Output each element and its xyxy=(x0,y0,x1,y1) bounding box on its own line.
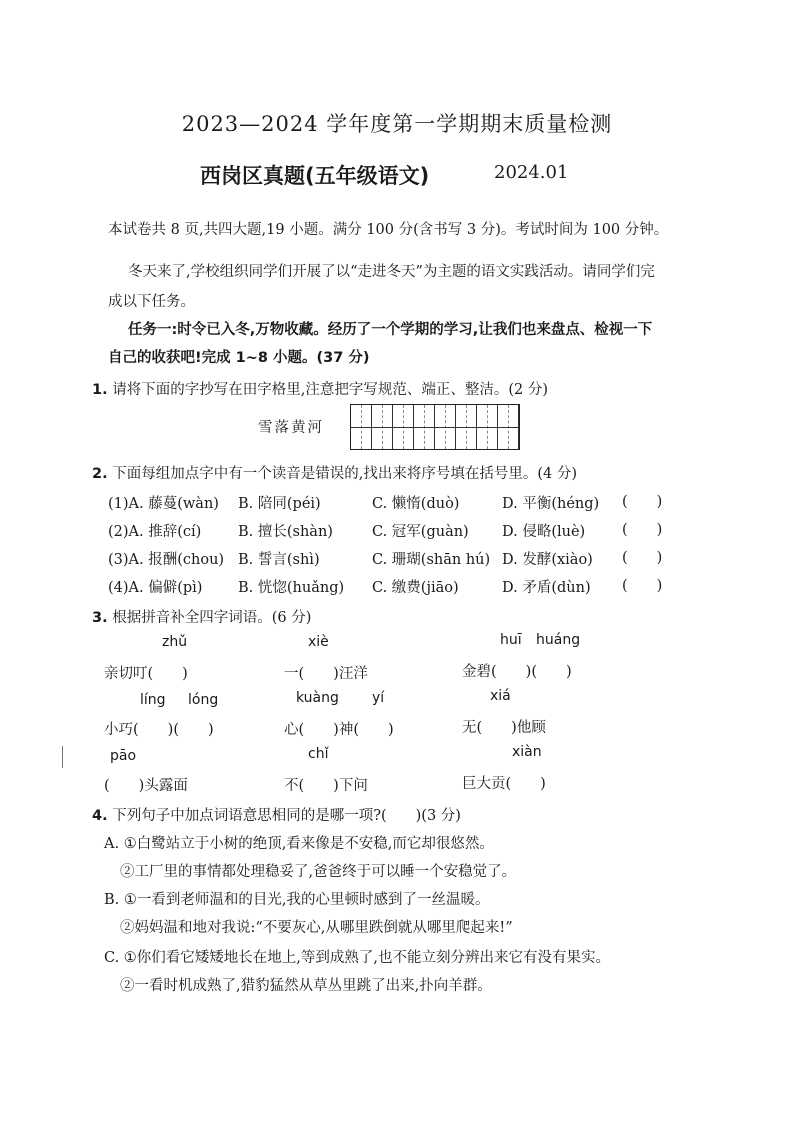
pinyin-hui: huī xyxy=(500,632,522,648)
q2-heading xyxy=(92,462,577,483)
q2-row-3-answer[interactable]: ( ) xyxy=(622,550,663,566)
q4-heading xyxy=(92,804,461,825)
q1-text: 请将下面的字抄写在田字格里,注意把字写规范、端正、整洁。(2 分) xyxy=(112,382,548,398)
word-3-3[interactable]: 巨大贡( ) xyxy=(462,776,546,792)
pinyin-kuang: kuàng xyxy=(296,690,339,706)
q2-number: 2. xyxy=(92,466,108,482)
q3-number: 3. xyxy=(92,610,108,626)
q2-row-4-a: (4)A. 偏僻(pì) xyxy=(108,580,203,596)
q4-text: 下列句子中加点词语意思相同的是哪一项?( )(3 分) xyxy=(112,808,461,824)
q2-row-2-c: C. 冠军(guàn) xyxy=(372,524,469,540)
q2-row-2-answer[interactable]: ( ) xyxy=(622,522,663,538)
pinyin-yi: yí xyxy=(372,690,385,706)
word-3-2[interactable]: 不( )下问 xyxy=(284,778,368,794)
word-1-1[interactable]: 亲切叮( ) xyxy=(104,666,188,682)
q2-row-3-a: (3)A. 报酬(chou) xyxy=(108,552,225,568)
q2-row-2-d: D. 侵略(luè) xyxy=(502,524,586,540)
q2-row-3-c: C. 珊瑚(shān hú) xyxy=(372,552,491,568)
q4-option-b2: ②妈妈温和地对我说:“不要灰心,从哪里跌倒就从哪里爬起来!” xyxy=(120,920,513,936)
word-2-2[interactable]: 心( )神( ) xyxy=(284,722,394,738)
word-2-1[interactable]: 小巧( )( ) xyxy=(104,722,214,738)
word-1-3[interactable]: 金碧( )( ) xyxy=(462,664,572,680)
scan-edge-mark xyxy=(62,746,63,768)
exam-note: 本试卷共 8 页,共四大题,19 小题。满分 100 分(含书写 3 分)。考试时间为 100 分钟。 xyxy=(108,222,669,238)
q2-row-1-c: C. 懒惰(duò) xyxy=(372,496,460,512)
scenario-line-2: 成以下任务。 xyxy=(108,294,195,310)
q2-row-4-c: C. 缴费(jiāo) xyxy=(372,580,459,596)
word-2-3[interactable]: 无( )他顾 xyxy=(462,720,546,736)
q2-row-2-b: B. 擅长(shàn) xyxy=(238,524,333,540)
q2-row-3-b: B. 誓言(shì) xyxy=(238,552,320,568)
q2-row-4-d: D. 矛盾(dùn) xyxy=(502,580,591,596)
q2-row-1-b: B. 陪同(péi) xyxy=(238,496,321,512)
q4-option-c2: ②一看时机成熟了,猎豹猛然从草丛里跳了出来,扑向羊群。 xyxy=(120,978,492,994)
q2-row-1-d: D. 平衡(héng) xyxy=(502,496,600,512)
grid-divider xyxy=(351,427,519,428)
q1-heading xyxy=(92,378,548,399)
q2-row-2-a: (2)A. 推辞(cí) xyxy=(108,524,202,540)
pinyin-ling: líng xyxy=(140,692,166,708)
q1-copy-text: 雪落黄河 xyxy=(258,420,324,436)
pinyin-xia: xiá xyxy=(490,688,511,704)
pinyin-huang: huáng xyxy=(536,632,581,648)
q3-text: 根据拼音补全四字词语。(6 分) xyxy=(112,610,312,626)
task1-line-2: 自己的收获吧!完成 1~8 小题。(37 分) xyxy=(108,350,370,366)
q4-option-a1: A. ①白鹭站立于小树的绝顶,看来像是不安稳,而它却很悠然。 xyxy=(104,836,494,852)
q2-row-4-b: B. 恍惚(huǎng) xyxy=(238,580,345,596)
q2-text: 下面每组加点字中有一个读音是错误的,找出来将序号填在括号里。(4 分) xyxy=(112,466,577,482)
task1-line-1: 任务一:时令已入冬,万物收藏。经历了一个学期的学习,让我们也来盘点、检视一下 xyxy=(128,322,653,338)
q2-row-3-d: D. 发酵(xiào) xyxy=(502,552,593,568)
q2-row-1-a: (1)A. 藤蔓(wàn) xyxy=(108,496,219,512)
exam-title: 2023—2024 学年度第一学期期末质量检测 xyxy=(181,112,613,136)
pinyin-long: lóng xyxy=(188,692,219,708)
exam-date: 2024.01 xyxy=(494,162,569,183)
pinyin-xian: xiàn xyxy=(512,744,542,760)
q2-row-1-answer[interactable]: ( ) xyxy=(622,494,663,510)
q3-heading xyxy=(92,606,311,627)
exam-subtitle: 西岗区真题(五年级语文) xyxy=(200,164,430,188)
pinyin-pao: pāo xyxy=(110,748,137,764)
q1-number: 1. xyxy=(92,382,108,398)
q4-number: 4. xyxy=(92,808,108,824)
pinyin-chi: chǐ xyxy=(308,746,329,762)
q4-option-a2: ②工厂里的事情都处理稳妥了,爸爸终于可以睡一个安稳觉了。 xyxy=(120,864,517,880)
word-1-2[interactable]: 一( )汪洋 xyxy=(284,666,368,682)
q2-row-4-answer[interactable]: ( ) xyxy=(622,578,663,594)
word-3-1[interactable]: ( )头露面 xyxy=(104,778,188,794)
scenario-line-1: 冬天来了,学校组织同学们开展了以“走进冬天”为主题的语文实践活动。请同学们完 xyxy=(128,264,655,280)
q4-option-c1: C. ①你们看它矮矮地长在地上,等到成熟了,也不能立刻分辨出来它有没有果实。 xyxy=(104,950,611,966)
pinyin-xie: xiè xyxy=(308,634,329,650)
writing-grid[interactable] xyxy=(350,404,520,450)
pinyin-zhu: zhǔ xyxy=(162,634,188,650)
q4-option-b1: B. ①一看到老师温和的目光,我的心里顿时感到了一丝温暖。 xyxy=(104,892,490,908)
